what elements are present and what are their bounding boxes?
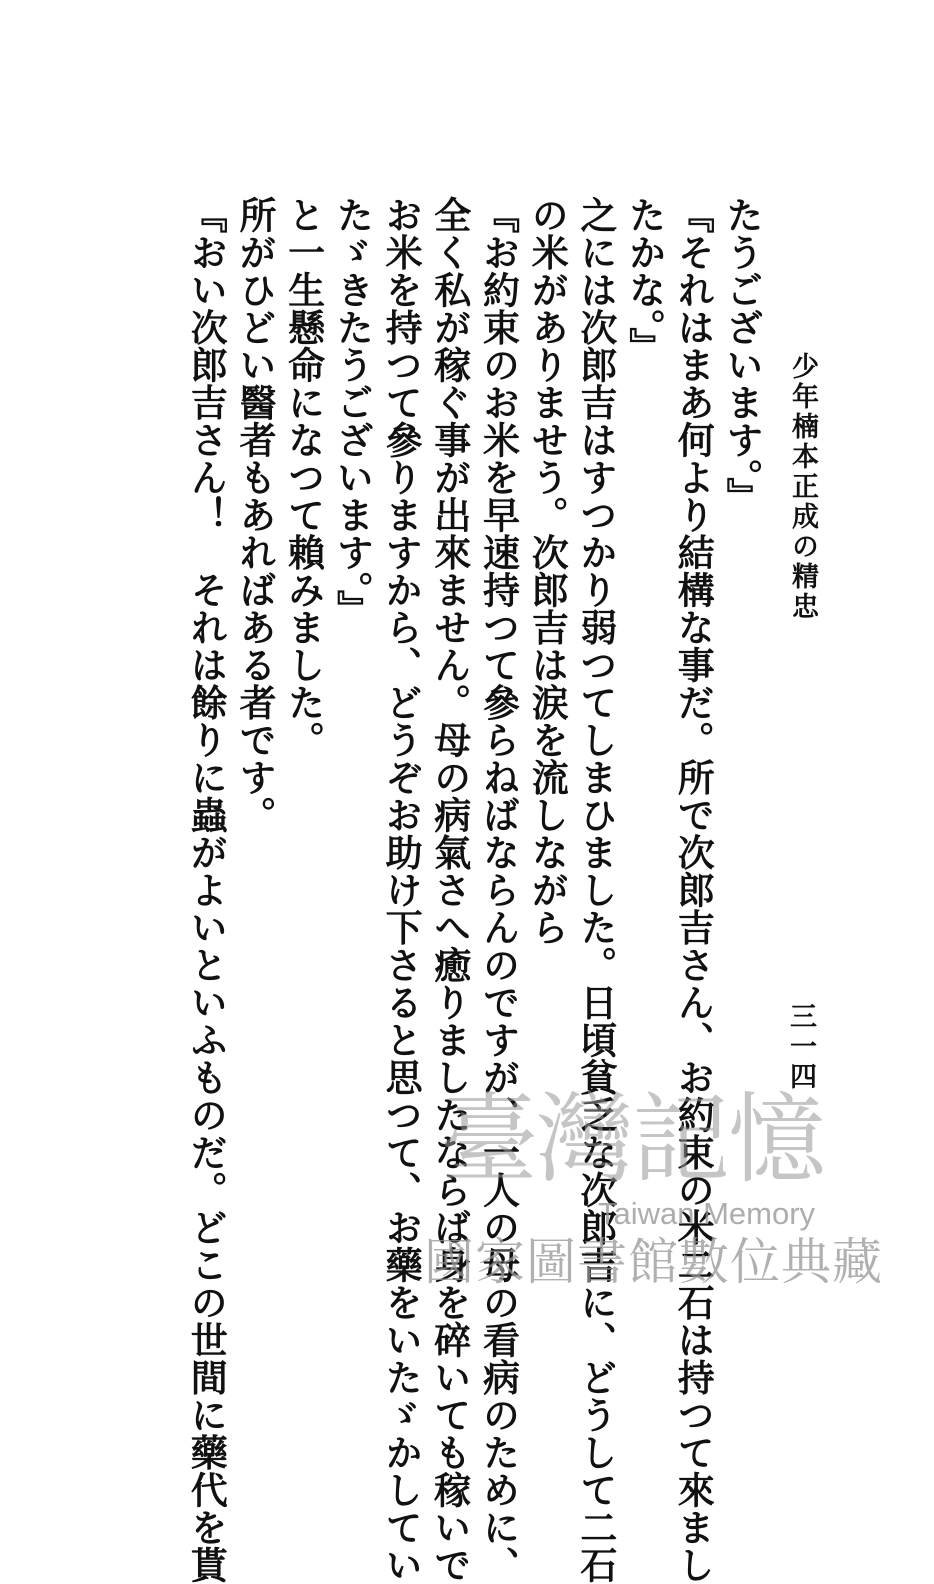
watermark-english-text: Taiwan Memory (598, 1196, 816, 1231)
text-line: お米を持つて參りますから、どうぞお助け下さると思つて、お藥をいたゞかしてい (379, 196, 424, 1584)
page-number: 三一四 (785, 1002, 816, 1092)
text-line: 之には次郎吉はすつかり弱つてしまひました。日頃貧乏な次郎吉に、どうして二石 (573, 196, 618, 1584)
watermark-chinese-text: 國家圖書館數位典藏 (424, 1233, 883, 1291)
text-line: 全く私が稼ぐ事が出來ません。母の病氣さへ癒りましたならば身を碎いても稼いで (427, 196, 472, 1584)
text-line: たかな。』 (622, 196, 667, 365)
text-line: 『それはまあ何より結構な事だ。所で次郎吉さん、お約束の米二石は持つて來まし (671, 196, 716, 1584)
text-line: 『おい次郎吉さん！ それは餘りに蟲がよいといふものだ。どこの世間に藥代を貰 (184, 196, 229, 1584)
text-line: たうございます。』 (720, 196, 764, 515)
watermark-logo: 臺灣記憶 (440, 1083, 825, 1197)
text-line: 『お約束のお米を早速持つて參らねばならんのですが、一人の母の看病のために、 (476, 196, 521, 1584)
text-line: の米がありませう。次郎吉は涙を流しながら (525, 196, 570, 946)
running-header-title: 少年楠本正成の精忠 (787, 352, 818, 622)
body-text (182, 196, 766, 1584)
text-line: たゞきたうございます。』 (330, 196, 375, 628)
text-line: と一生懸命になつて賴みました。 (281, 196, 326, 759)
text-line: 所がひどい醫者もあればある者です。 (232, 196, 277, 834)
